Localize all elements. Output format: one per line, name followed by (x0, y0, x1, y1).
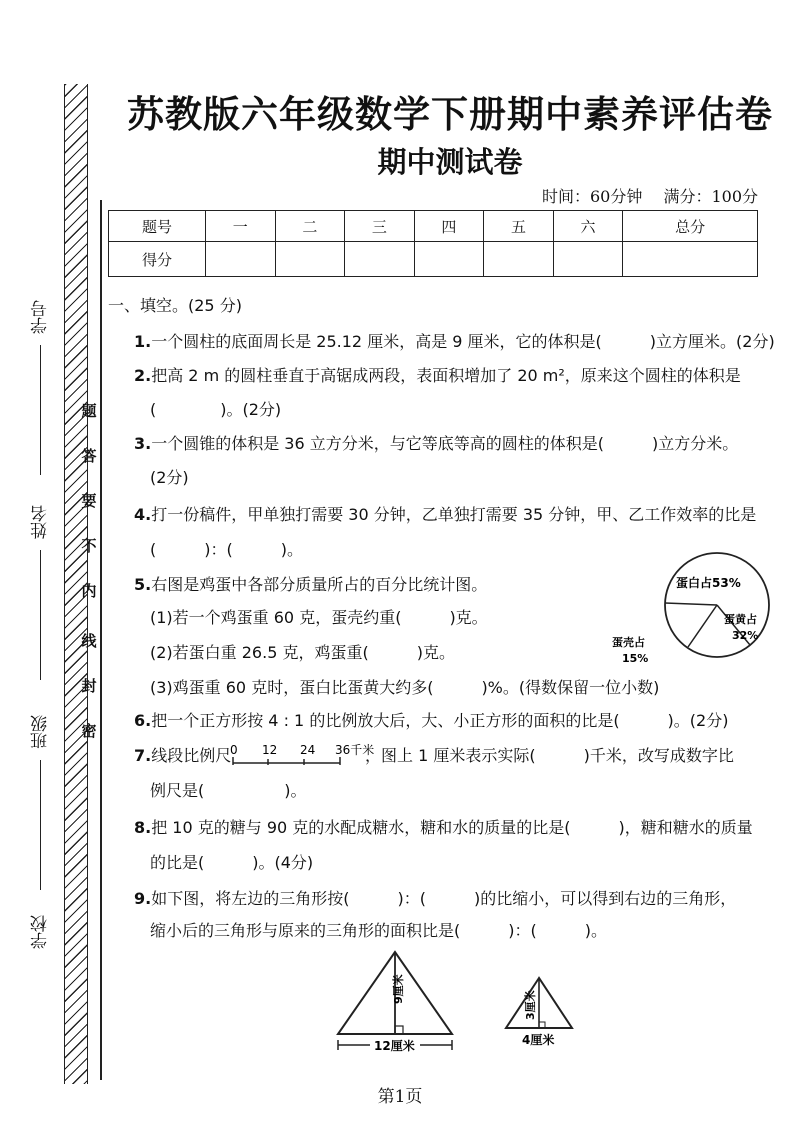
class-label: 班级 (31, 715, 51, 749)
student-id-blank (40, 345, 41, 475)
seal-char: 答 (81, 447, 97, 465)
scale-tick-label: 36千米 (335, 743, 375, 757)
question-line: ( )。(2分) (150, 400, 282, 419)
exam-subtitle: 期中测试卷 (377, 145, 523, 179)
pie-label-shell-value: 15% (622, 652, 649, 665)
seal-char: 题 (81, 402, 97, 420)
question-line: 缩小后的三角形与原来的三角形的面积比是( )：( )。 (150, 921, 607, 940)
question-line: 6.把一个正方形按 4 : 1 的比例放大后，大、小正方形的面积的比是( )。(2分) (134, 711, 729, 730)
student-id-label: 学号 (31, 300, 51, 334)
score-cell[interactable] (484, 242, 554, 277)
right-angle-mark (395, 1026, 403, 1034)
score-row-label: 得分 (109, 242, 206, 277)
small-base-label: 4厘米 (522, 1033, 555, 1047)
pie-label-yolk-value: 32% (732, 629, 759, 642)
name-label: 姓名 (31, 505, 51, 539)
score-table (108, 210, 758, 277)
question-line: (2分) (150, 468, 189, 487)
score-header-cell: 六 (553, 211, 623, 242)
class-blank (40, 760, 41, 890)
question-line: 8.把 10 克的糖与 90 克的水配成糖水，糖和水的质量的比是( )，糖和糖水的质量 (134, 818, 753, 837)
exam-title: 苏教版六年级数学下册期中素养评估卷 (127, 93, 773, 136)
page-number: 第1页 (377, 1087, 423, 1107)
section-title: 一、填空。(25 分) (108, 296, 242, 315)
pie-label-white: 蛋白占53% (676, 576, 741, 590)
question-line: (1)若一个鸡蛋重 60 克，蛋壳约重( )克。 (150, 608, 488, 627)
scale-tick-label: 24 (300, 743, 316, 757)
question-line: 5.右图是鸡蛋中各部分质量所占的百分比统计图。 (134, 575, 488, 594)
scale-tick-label: 0 (230, 743, 238, 757)
question-line: 的比是( )。(4分) (150, 853, 314, 872)
score-header-cell: 二 (275, 211, 345, 242)
seal-char: 要 (81, 492, 97, 510)
big-base-label: 12厘米 (374, 1039, 415, 1053)
seal-char: 封 (81, 677, 97, 695)
question-line: 3.一个圆锥的体积是 36 立方分米，与它等底等高的圆柱的体积是( )立方分米。 (134, 434, 739, 453)
seal-char: 内 (81, 582, 97, 600)
question-line: (2)若蛋白重 26.5 克，鸡蛋重( )克。 (150, 643, 455, 662)
score-cell[interactable] (345, 242, 415, 277)
question-line: 4.打一份稿件，甲单独打需要 30 分钟，乙单独打需要 35 分钟，甲、乙工作效率的比是 (134, 505, 757, 524)
time-limit: 时间：60分钟 (541, 187, 643, 206)
question-line: 1.一个圆柱的底面周长是 25.12 厘米，高是 9 厘米，它的体积是( )立方厘米。(2分) (134, 332, 775, 351)
score-header-cell: 五 (484, 211, 554, 242)
score-header-cell: 题号 (109, 211, 206, 242)
score-header-cell: 一 (206, 211, 276, 242)
score-cell[interactable] (206, 242, 276, 277)
time-info (526, 184, 758, 207)
name-blank (40, 550, 41, 680)
binding-seal-line (100, 200, 102, 1080)
big-triangle-figure (330, 948, 460, 1060)
seal-char: 密 (81, 722, 97, 740)
score-header-cell: 四 (414, 211, 484, 242)
question-line: 例尺是( )。 (150, 781, 307, 800)
scale-bar (222, 741, 375, 773)
full-score: 满分：100分 (663, 187, 758, 206)
pie-label-shell: 蛋壳占 (612, 636, 645, 649)
question-line: (3)鸡蛋重 60 克时，蛋白比蛋黄大约多( )%。(得数保留一位小数) (150, 678, 660, 697)
scale-tick-label: 12 (262, 743, 278, 757)
score-cell[interactable] (553, 242, 623, 277)
egg-pie-chart (610, 555, 790, 675)
score-cell[interactable] (623, 242, 758, 277)
score-cell[interactable] (414, 242, 484, 277)
question-line: 7.线段比例尺 (134, 746, 232, 765)
small-height-label: 3厘米 (524, 990, 537, 1020)
pie-label-yolk: 蛋黄占 (724, 613, 757, 626)
small-triangle-figure (500, 972, 580, 1052)
score-header-cell: 总分 (623, 211, 758, 242)
question-line: 9.如下图，将左边的三角形按( )：( )的比缩小，可以得到右边的三角形， (134, 889, 737, 908)
seal-char: 不 (81, 537, 97, 555)
question-line-continued: ，图上 1 厘米表示实际( )千米，改写成数字比 (365, 746, 734, 765)
question-line: 2.把高 2 m 的圆柱垂直于高锯成两段，表面积增加了 20 m²，原来这个圆柱的体积是 (134, 366, 741, 385)
score-header-cell: 三 (345, 211, 415, 242)
school-label: 学校 (31, 915, 51, 949)
seal-char: 线 (81, 632, 97, 650)
big-height-label: 9厘米 (392, 974, 405, 1004)
question-line: ( )：( )。 (150, 540, 303, 559)
score-cell[interactable] (275, 242, 345, 277)
